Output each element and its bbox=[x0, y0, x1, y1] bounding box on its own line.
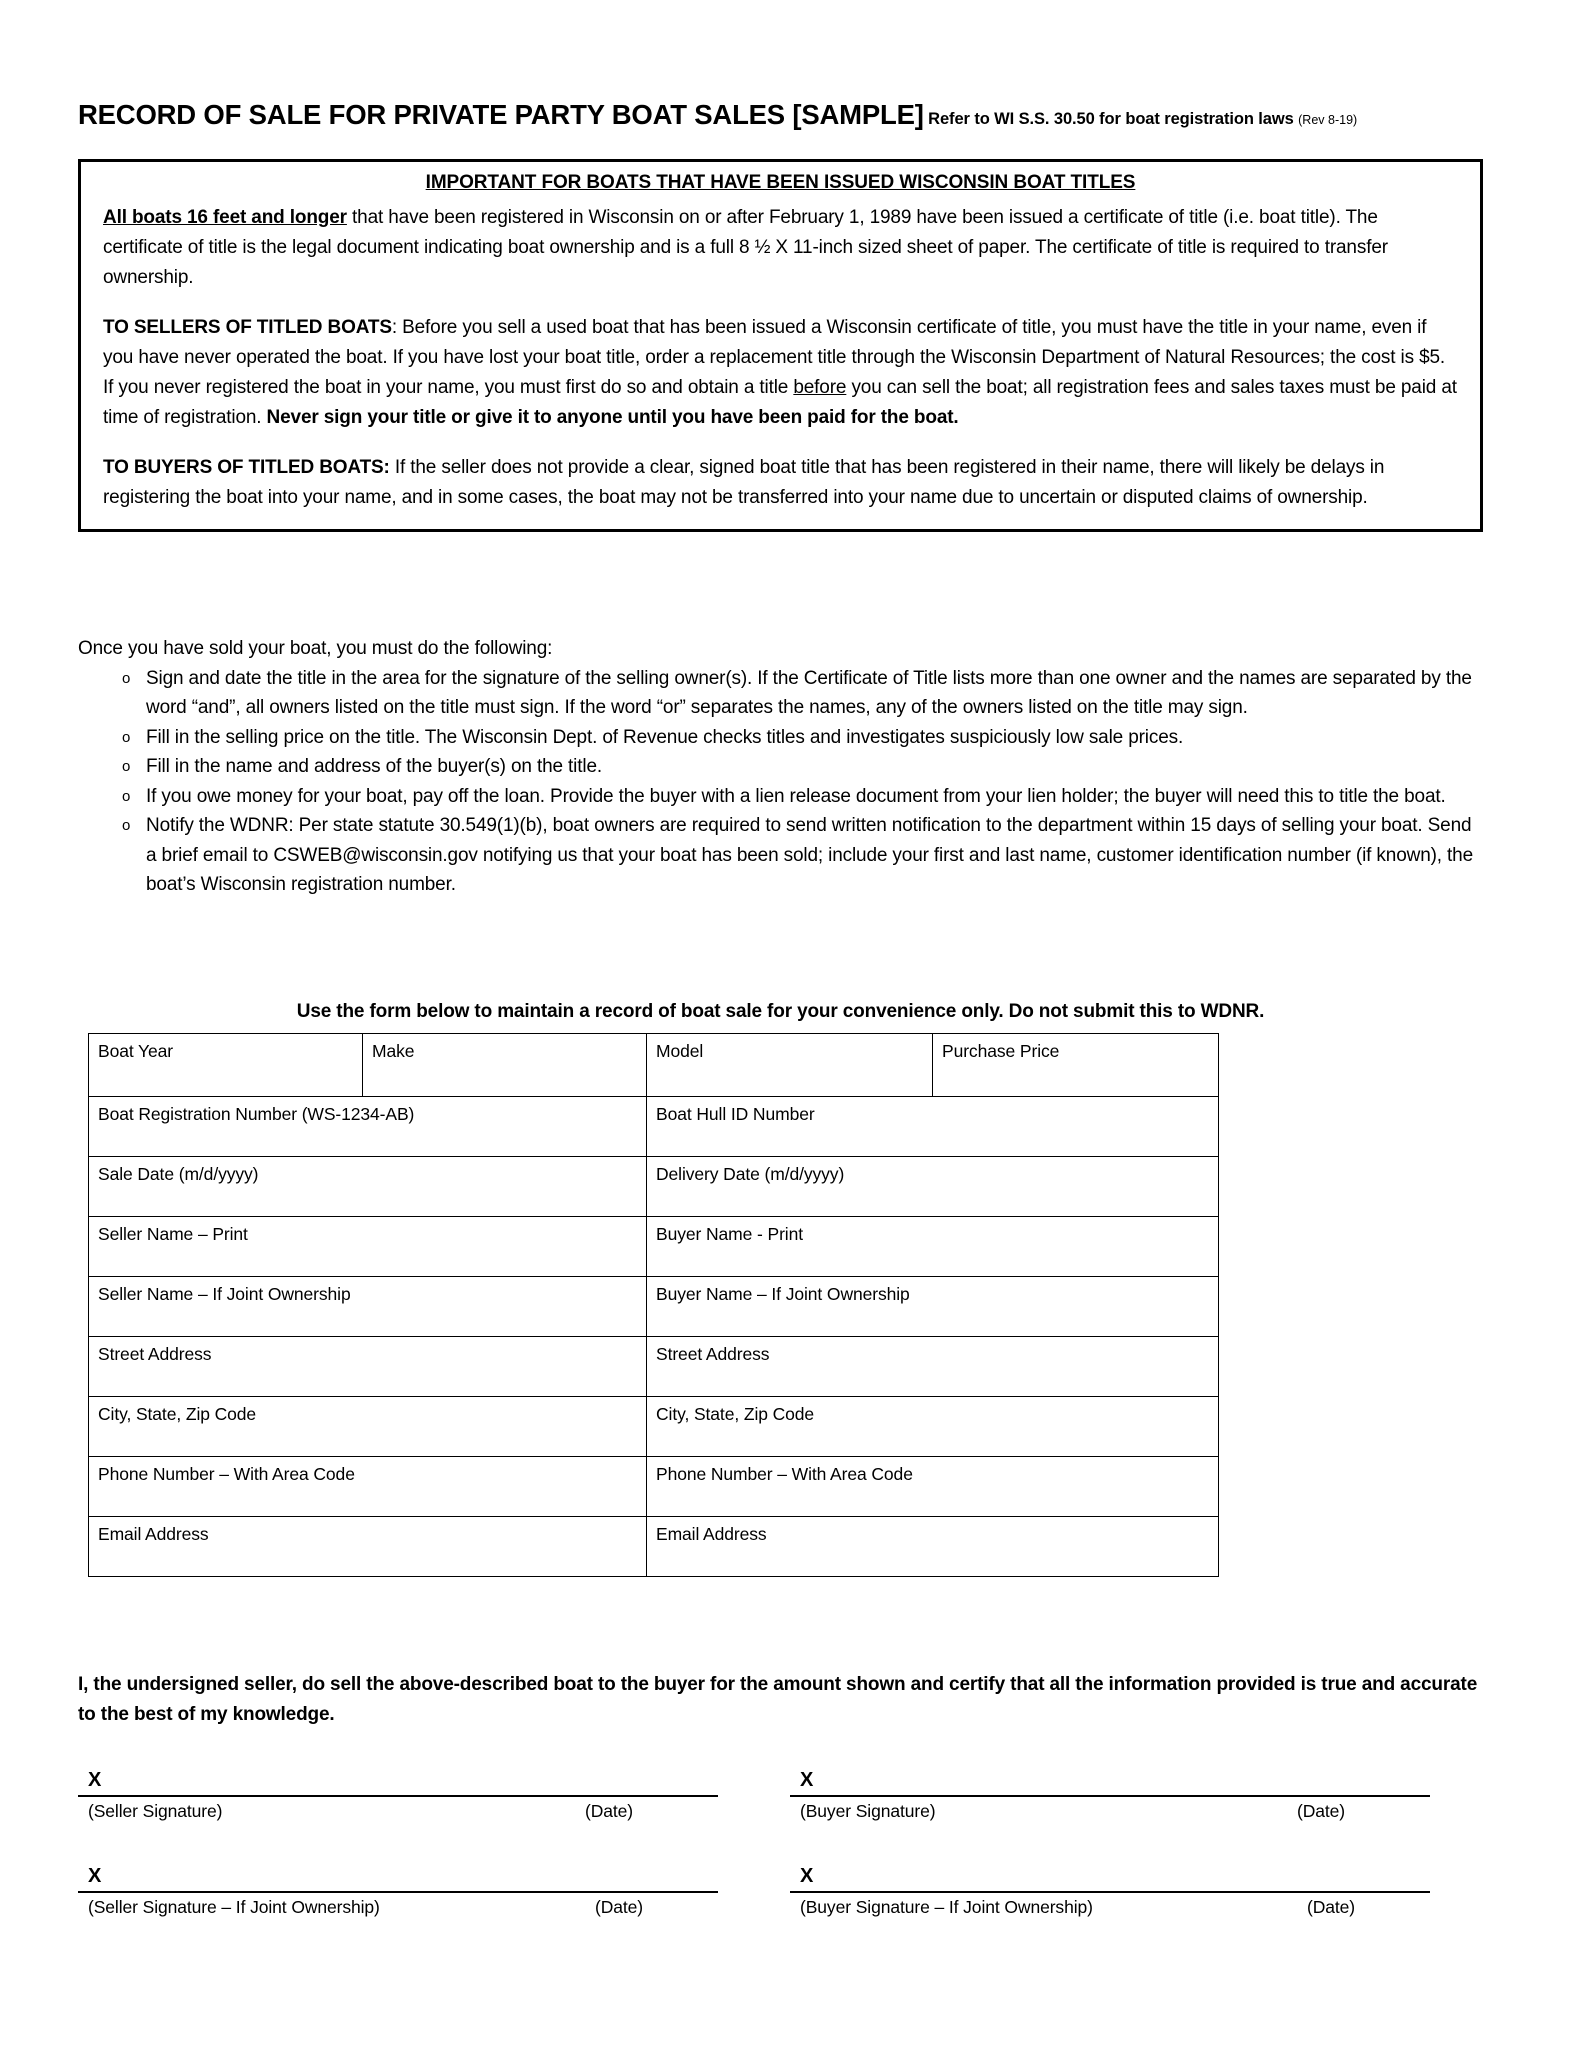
field-label: Email Address bbox=[98, 1524, 209, 1544]
field-label: Buyer Name - Print bbox=[656, 1224, 803, 1244]
seller-joint-signature-label: (Seller Signature – If Joint Ownership) bbox=[88, 1897, 380, 1917]
buyer-date-label: (Date) bbox=[1296, 1801, 1345, 1821]
field-buyer-city-state-zip[interactable] bbox=[647, 1397, 1219, 1457]
field-sale-date[interactable] bbox=[89, 1157, 647, 1217]
notice-lead-buyers: TO BUYERS OF TITLED BOATS: bbox=[103, 457, 390, 479]
buyer-joint-signature-labels bbox=[790, 1893, 1430, 1918]
notice-warning-never-sign: Never sign your title or give it to anyone until you have been paid for the boat. bbox=[266, 407, 959, 429]
table-row bbox=[89, 1457, 1219, 1517]
field-purchase-price[interactable] bbox=[933, 1034, 1219, 1097]
field-label: Purchase Price bbox=[942, 1041, 1060, 1061]
field-boat-hull-id-number[interactable] bbox=[647, 1097, 1219, 1157]
list-item bbox=[78, 664, 1481, 723]
signature-x-mark: X bbox=[800, 1769, 814, 1791]
important-notice-box bbox=[78, 159, 1483, 532]
notice-lead-all-boats: All boats 16 feet and longer bbox=[103, 207, 347, 228]
notice-text-sellers-b: you can sell the boat; all registration fees and sales taxes must be paid at time of registration. bbox=[103, 377, 1457, 429]
table-row bbox=[89, 1034, 1219, 1097]
seller-date-label: (Date) bbox=[584, 1801, 633, 1821]
field-label: City, State, Zip Code bbox=[656, 1404, 815, 1424]
field-boat-year[interactable] bbox=[89, 1034, 363, 1097]
field-label: City, State, Zip Code bbox=[98, 1404, 257, 1424]
important-notice-heading: IMPORTANT FOR BOATS THAT HAVE BEEN ISSUED WISCONSIN BOAT TITLES bbox=[425, 172, 1136, 193]
seller-joint-signature-labels bbox=[78, 1893, 718, 1918]
field-label: Delivery Date (m/d/yyyy) bbox=[656, 1164, 845, 1184]
field-label: Boat Hull ID Number bbox=[656, 1104, 815, 1124]
list-item-text: Notify the WDNR: Per state statute 30.549(1)(b), boat owners are required to send written notification to the department within 15 days of selling your boat. Send a brief email to CSWEB@wisconsin.gov notifying us that your boat has been sold; include your first and last name, customer identification number (if known), the boat’s Wisconsin registration number. bbox=[146, 815, 1474, 896]
field-buyer-phone-number[interactable] bbox=[647, 1457, 1219, 1517]
signature-row-joint bbox=[78, 1866, 1478, 1918]
field-label: Buyer Name – If Joint Ownership bbox=[656, 1284, 910, 1304]
field-buyer-email-address[interactable] bbox=[647, 1517, 1219, 1577]
field-boat-registration-number[interactable] bbox=[89, 1097, 647, 1157]
field-label: Seller Name – Print bbox=[98, 1224, 248, 1244]
page-title-revision: (Rev 8-19) bbox=[1298, 113, 1358, 127]
instructions-intro: Once you have sold your boat, you must do the following: bbox=[78, 638, 553, 659]
list-item-text: If you owe money for your boat, pay off the loan. Provide the buyer with a lien release document from your lien holder; the buyer will need this to title the boat. bbox=[146, 785, 1446, 807]
notice-lead-sellers: TO SELLERS OF TITLED BOATS bbox=[103, 317, 392, 339]
seller-signature-labels bbox=[78, 1797, 718, 1822]
field-make[interactable] bbox=[363, 1034, 647, 1097]
field-label: Street Address bbox=[98, 1344, 212, 1364]
list-bullet-icon: o bbox=[122, 670, 131, 687]
list-item-text: Fill in the selling price on the title. The Wisconsin Dept. of Revenue checks titles and investigates suspiciously low sale prices. bbox=[146, 726, 1184, 748]
table-row bbox=[89, 1517, 1219, 1577]
field-buyer-name-joint[interactable] bbox=[647, 1277, 1219, 1337]
field-seller-email-address[interactable] bbox=[89, 1517, 647, 1577]
notice-paragraph-sellers bbox=[103, 313, 1458, 433]
table-row bbox=[89, 1397, 1219, 1457]
field-seller-city-state-zip[interactable] bbox=[89, 1397, 647, 1457]
list-item-text: Sign and date the title in the area for the signature of the selling owner(s). If the Certificate of Title lists more than one owner and the names are separated by the word “and”, all owners listed on the title must sign. If the word “or” separates the names, any of the owners listed on the title may sign. bbox=[146, 668, 1472, 719]
field-label: Seller Name – If Joint Ownership bbox=[98, 1284, 351, 1304]
list-bullet-icon: o bbox=[122, 787, 131, 805]
seller-joint-date-label: (Date) bbox=[594, 1897, 643, 1917]
field-seller-name-print[interactable] bbox=[89, 1217, 647, 1277]
signature-x-mark: X bbox=[88, 1769, 102, 1791]
field-buyer-name-print[interactable] bbox=[647, 1217, 1219, 1277]
list-item bbox=[78, 811, 1481, 899]
certification-statement: I, the undersigned seller, do sell the above-described boat to the buyer for the amount shown and certify that all the information provided is true and accurate to the best of my knowledge. bbox=[78, 1674, 1478, 1726]
notice-text-certificate: that have been registered in Wisconsin on or after February 1, 1989 have been issued a certificate of title (i.e. boat title). The certificate of title is the legal document indicating boat ownership and is a full 8 ½ X 11-inch sized sheet of paper. The certificate of title is required to transfer ownership. bbox=[103, 207, 1388, 289]
page-title bbox=[78, 99, 1357, 131]
table-row bbox=[89, 1277, 1219, 1337]
list-item-text: Fill in the name and address of the buyer(s) on the title. bbox=[146, 756, 602, 778]
field-seller-street-address[interactable] bbox=[89, 1337, 647, 1397]
list-bullet-icon: o bbox=[122, 758, 131, 776]
list-item bbox=[78, 723, 1481, 752]
notice-paragraph-certificate bbox=[103, 203, 1458, 293]
table-row bbox=[89, 1157, 1219, 1217]
signature-x-mark: X bbox=[800, 1865, 814, 1887]
buyer-signature-labels bbox=[790, 1797, 1430, 1822]
page-title-subtitle: Refer to WI S.S. 30.50 for boat registration laws bbox=[928, 110, 1294, 128]
buyer-joint-date-label: (Date) bbox=[1306, 1897, 1355, 1917]
notice-emphasis-before: before bbox=[793, 377, 847, 399]
page-title-main: RECORD OF SALE FOR PRIVATE PARTY BOAT SALES [SAMPLE] bbox=[78, 99, 924, 130]
field-label: Phone Number – With Area Code bbox=[656, 1464, 913, 1484]
field-label: Email Address bbox=[656, 1524, 767, 1544]
field-label: Sale Date (m/d/yyyy) bbox=[98, 1164, 259, 1184]
seller-signature-block bbox=[78, 1770, 718, 1822]
field-model[interactable] bbox=[647, 1034, 933, 1097]
list-bullet-icon: o bbox=[122, 817, 131, 835]
instructions-list bbox=[78, 664, 1481, 900]
notice-text-buyers: If the seller does not provide a clear, signed boat title that has been registered in their name, there will likely be delays in registering the boat into your name, and in some cases, the boat may not be transferred into your name due to uncertain or disputed claims of ownership. bbox=[103, 457, 1385, 509]
field-label: Make bbox=[372, 1041, 415, 1061]
boat-sale-record-table bbox=[88, 1033, 1219, 1577]
buyer-joint-signature-block bbox=[790, 1866, 1430, 1918]
field-delivery-date[interactable] bbox=[647, 1157, 1219, 1217]
notice-paragraph-buyers bbox=[103, 453, 1458, 513]
table-row bbox=[89, 1217, 1219, 1277]
buyer-signature-label: (Buyer Signature) bbox=[800, 1801, 936, 1821]
buyer-signature-block bbox=[790, 1770, 1430, 1822]
field-label: Phone Number – With Area Code bbox=[98, 1464, 355, 1484]
table-row bbox=[89, 1337, 1219, 1397]
table-row bbox=[89, 1097, 1219, 1157]
list-item bbox=[78, 782, 1481, 811]
seller-signature-label: (Seller Signature) bbox=[88, 1801, 223, 1821]
field-buyer-street-address[interactable] bbox=[647, 1337, 1219, 1397]
list-item bbox=[78, 752, 1481, 781]
form-heading: Use the form below to maintain a record of boat sale for your convenience only. Do not submit this to WDNR. bbox=[296, 1001, 1265, 1022]
signature-x-mark: X bbox=[88, 1865, 102, 1887]
field-label: Model bbox=[656, 1041, 704, 1061]
notice-text-sellers-a: : Before you sell a used boat that has been issued a Wisconsin certificate of title, you must have the title in your name, even if you have never operated the boat. If you have lost your boat title, order a replacement title through the Wisconsin Department of Natural Resources; the cost is $5. If you never registered the boat in your name, you must first do so and obtain a title bbox=[103, 317, 1446, 399]
field-label: Boat Year bbox=[98, 1041, 174, 1061]
field-seller-phone-number[interactable] bbox=[89, 1457, 647, 1517]
field-label: Boat Registration Number (WS-1234-AB) bbox=[98, 1104, 415, 1124]
list-bullet-icon: o bbox=[122, 728, 131, 746]
seller-joint-signature-block bbox=[78, 1866, 718, 1918]
signature-row-primary bbox=[78, 1770, 1478, 1822]
signature-area bbox=[78, 1770, 1478, 1962]
buyer-joint-signature-label: (Buyer Signature – If Joint Ownership) bbox=[800, 1897, 1093, 1917]
field-label: Street Address bbox=[656, 1344, 770, 1364]
field-seller-name-joint[interactable] bbox=[89, 1277, 647, 1337]
